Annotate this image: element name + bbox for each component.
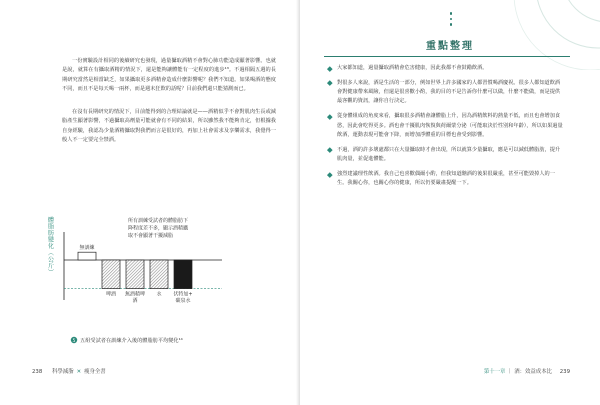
- decorative-circles-icon: [478, 0, 600, 70]
- bullet-diamond-icon: [327, 81, 332, 86]
- chart-annotation-line: 取不會顯著干擾減脂: [128, 233, 174, 239]
- chart-annotation-line: 所有訓練受試者的體脂肪下: [128, 218, 189, 224]
- bar-label: 無訓練: [79, 245, 95, 252]
- bar-label: 碳泉水: [175, 298, 191, 305]
- chart-caption: 五組受試者在訓練介入後的體脂肪平均變化¹⁴: [80, 338, 183, 344]
- bullet-text: 大家都知道，過量攝取酒精會危害健康，因此我都不會鼓勵飲酒。: [337, 65, 488, 71]
- bar: [174, 260, 192, 289]
- bar: [102, 260, 120, 289]
- list-item: [328, 146, 564, 165]
- bullet-diamond-icon: [327, 66, 332, 71]
- caption-marker-number: 5: [72, 338, 76, 344]
- right-footer: [484, 367, 570, 375]
- paragraph-2: 在沒有長期研究的情況下，目前能得到的合理結論就是——酒精似乎不會對肌肉生長或減脂產生顯著影響，不過攝取高劑量可能就會有不同的結果，所以雖然我不能夠肯定，但根據我自身經驗，我認為少量酒精攝取對我們而言是很好的，再加上社會需求及享樂需求，我覺得一般人不一定要完全禁酒。: [62, 109, 276, 143]
- heading-dots-icon: [447, 12, 455, 29]
- heading-divider: [324, 56, 570, 57]
- footer-separator-icon: ✕: [76, 369, 82, 375]
- left-page-number: 238: [32, 369, 43, 375]
- bullet-text: 對很多人來說，酒是生活的一部分，例如世界上許多國家的人都習慣喝酒慶祝。很多人都知道飲酒會對健康帶來風險，但還是很喜歡小酌，我的目的不是告訴你什麼可以做，什麼不能做，而是提供最客觀的資訊，讓你自行決定。: [337, 79, 561, 105]
- bar-label: 酒: [132, 298, 138, 305]
- summary-heading: 重點整理: [426, 41, 474, 52]
- chapter-title: 酒：效益成本比: [514, 369, 552, 375]
- chart-annotation-line: 降程度差不多，顯示酒精攝: [128, 225, 189, 232]
- bar: [126, 260, 144, 289]
- bar-label: 伏特加+: [173, 291, 193, 298]
- bar: [78, 252, 96, 260]
- left-footer: [32, 367, 106, 375]
- bullet-text: 不過，酒的許多壞處都只在大量攝取時才會出現，所以就算少量攝取，應是可以減低體脂肪，提升肌肉量，並促進體能。: [337, 146, 561, 163]
- bullet-diamond-icon: [327, 114, 332, 119]
- paragraph-1: 一份實驗設計相同的後續研究也發現，過量攝取酒精不會對心肺功能造成顯著影響。也就是說，就算在有攝取酒精的情況下，還是能夠讓體能有一定程度的進步¹³。不過相隔五週的長期研究當然是相當缺乏，如果攝取更多酒精會造成什麼影響呢？我們不知道。如果喝酒的態度不同，而且不是每天喝一兩杯，而是週末狂飲的話呢？目前我們還只能猜測而已。: [62, 58, 276, 92]
- bullet-diamond-icon: [327, 148, 332, 153]
- right-page-number: 239: [559, 369, 570, 375]
- right-page: [300, 0, 600, 405]
- bar-label: 水: [156, 291, 162, 298]
- list-item: [328, 112, 564, 140]
- list-item: [328, 170, 564, 189]
- y-axis-label: 體脂肪變化（公斤）: [46, 216, 54, 276]
- bullet-text: 從身體組成的角度來看，攝取很多酒精會讓體脂上升，因為酒精飲料的熱量不低，而且也會增加食慾，因此會吃得更多。酒也會干擾肌肉恢復與荷爾蒙分泌（可能取決於性別和年齡），所以如果過量飲酒，運動表現可能會下降，而增加淨體重的目標也會受到影響。: [337, 113, 563, 138]
- book-title: 科學減脂: [52, 369, 74, 375]
- bar-label: 啤酒: [105, 291, 117, 298]
- bar: [150, 260, 168, 289]
- book-section: 瘦身全書: [84, 369, 106, 375]
- list-item: [328, 64, 564, 73]
- bar-label: 無酒精啤: [124, 291, 146, 298]
- chapter-label: 第十一章: [483, 369, 506, 375]
- bullet-text: 強烈建議理性飲酒。我自己也喜歡偶爾小酌，但我知道酗酒的後果很嚴重，甚至可能毀掉人的一生。我關心你，也關心你的健康，所以仍要嚴肅提醒一下。: [337, 171, 555, 187]
- summary-list: [328, 64, 564, 194]
- list-item: [328, 79, 564, 107]
- bullet-diamond-icon: [327, 172, 332, 177]
- chapter-separator: ｜: [507, 369, 513, 375]
